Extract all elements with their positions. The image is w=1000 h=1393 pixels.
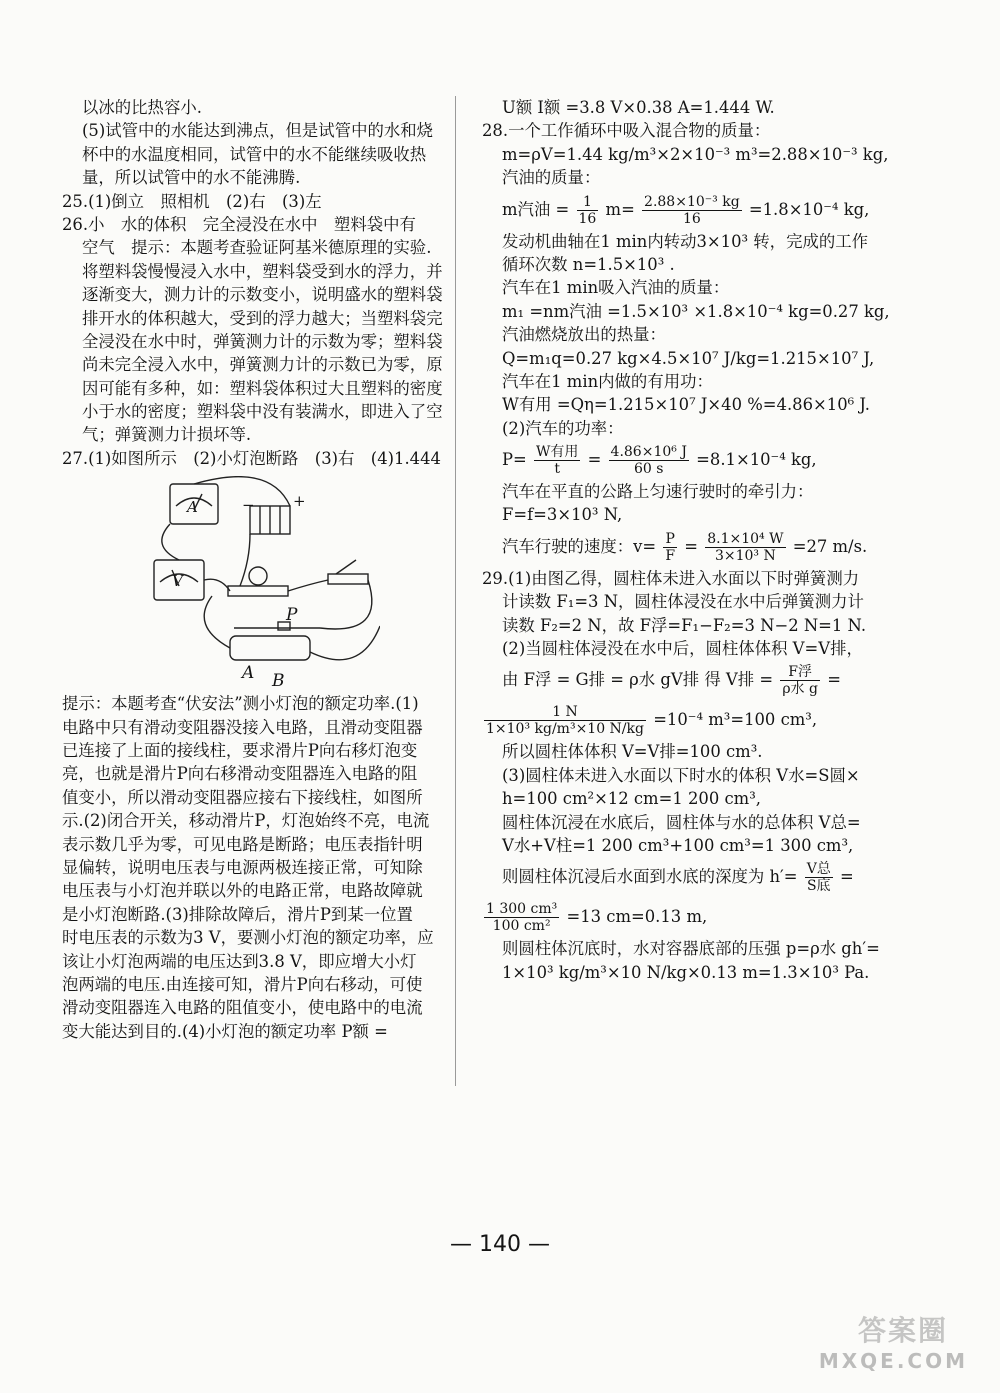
left-text-block-a <box>62 96 443 470</box>
switch-base <box>328 574 368 584</box>
slider-p-label: P <box>286 605 298 626</box>
text-line: 28.一个工作循环中吸入混合物的质量： <box>482 121 771 141</box>
text-line: 因可能有多种，如：塑料袋体积过大且塑料的密度 <box>82 378 443 398</box>
battery-plus-label: + <box>293 492 306 511</box>
text-line: 逐渐变大，测力计的示数变小，说明盛水的塑料袋 <box>82 285 443 305</box>
fraction <box>780 664 820 697</box>
text-line: 滑动变阻器连入电路的阻值变小，使电路中的电流 <box>62 998 423 1018</box>
right-text-block-d <box>482 567 867 661</box>
eq-mid: = <box>684 536 699 556</box>
text-line: Q=m₁q=0.27 kg×4.5×10⁷ J/kg=1.215×10⁷ J, <box>502 348 875 368</box>
text-line: 汽车在平直的公路上匀速行驶时的牵引力： <box>502 482 814 502</box>
lamp-base <box>228 586 288 596</box>
text-line: 气；弹簧测力计损坏等. <box>82 425 252 445</box>
denominator: t <box>554 461 560 478</box>
eq-rhs: = <box>840 867 854 887</box>
text-line: (5)试管中的水能达到沸点，但是试管中的水和烧 <box>82 121 434 141</box>
ammeter-label: A <box>187 498 198 517</box>
equation-buoyancy-2 <box>482 700 860 740</box>
text-line: 表示数几乎为零，可见电路是断路；电压表指针明 <box>62 834 423 854</box>
text-line: 电压表与小灯泡并联以外的电路正常，电路故障就 <box>62 881 423 901</box>
rheostat-coil <box>230 636 310 660</box>
eq-lhs: 汽车行驶的速度：v= <box>502 536 657 556</box>
fraction <box>577 194 599 227</box>
numerator: 1 <box>577 194 599 211</box>
text-line: 以冰的比热容小. <box>82 98 202 117</box>
eq-lhs: 则圆柱体沉浸后水面到水底的深度为 h′= <box>502 867 798 887</box>
text-line: 量，所以试管中的水不能沸腾. <box>82 168 301 188</box>
numerator: P <box>663 531 677 548</box>
text-line: 汽油燃烧放出的热量： <box>502 325 666 345</box>
numerator: 4.86×10⁶ J <box>610 444 687 461</box>
equation-depth <box>482 857 860 897</box>
eq-rhs: =8.1×10⁻⁴ kg, <box>696 450 817 470</box>
text-line: 所以圆柱体体积 V=V排=100 cm³. <box>502 742 763 762</box>
eq-lhs: P= <box>502 450 527 470</box>
eq-rhs: =13 cm=0.13 m, <box>566 907 708 927</box>
right-text-block-c <box>482 480 860 527</box>
voltmeter-label: V <box>172 572 183 591</box>
text-line: 汽油的质量： <box>502 168 601 188</box>
text-line: 全浸没在水中时，弹簧测力计的示数为零；塑料袋 <box>82 331 443 351</box>
equation-speed <box>482 527 868 567</box>
numerator: W有用 <box>535 444 579 461</box>
left-text-block-b <box>62 692 440 1043</box>
watermark-logo <box>806 1309 976 1379</box>
text-line: 尚未完全浸入水中，弹簧测力计的示数已为零，原 <box>82 355 443 375</box>
text-line: 25.(1)倒立 照相机 (2)右 (3)左 <box>62 191 322 211</box>
terminal-a-label: A <box>242 663 255 684</box>
text-line: 汽车在1 min吸入汽油的质量： <box>502 278 730 298</box>
text-line: h=100 cm²×12 cm=1 200 cm³, <box>502 789 761 809</box>
text-line: (2)汽车的功率： <box>502 418 624 438</box>
eq-mid: m= <box>605 199 635 219</box>
denominator: 3×10³ N <box>714 547 776 564</box>
text-line: 发动机曲轴在1 min内转动3×10³ 转，完成的工作 <box>502 231 869 251</box>
numerator: F浮 <box>780 664 820 681</box>
watermark-site: MXQE.COM <box>818 1349 968 1373</box>
text-line: 小于水的密度；塑料袋中没有装满水，即进入了空 <box>82 402 443 422</box>
text-line: W有用 =Qη=1.215×10⁷ J×40 %=4.86×10⁶ J. <box>502 395 870 415</box>
equation-fuel-mass <box>482 190 870 230</box>
text-line: m₁ =nm汽油 =1.5×10³ ×1.8×10⁻⁴ kg=0.27 kg, <box>502 301 890 321</box>
column-divider <box>455 96 456 1086</box>
page-number: — 140 — <box>450 1232 550 1257</box>
fraction <box>705 531 785 564</box>
watermark-title: 答案圈 <box>857 1314 948 1347</box>
text-line: 变大能达到目的.(4)小灯泡的额定功率 P额 = <box>62 1021 388 1041</box>
left-column <box>62 96 443 1043</box>
eq-rhs: =10⁻⁴ m³=100 cm³, <box>653 710 818 730</box>
text-line: 已连接了上面的接线柱，要求滑片P向右移灯泡变 <box>62 741 418 761</box>
text-line: 该让小灯泡两端的电压达到3.8 V，即应增大小灯 <box>62 951 417 971</box>
eq-lhs: m汽油 = <box>502 199 570 219</box>
text-line: 26.小 水的体积 完全浸没在水中 塑料袋中有 <box>62 214 416 234</box>
text-line: 亮，也就是滑片P向右移滑动变阻器连入电路的阻 <box>62 764 418 784</box>
equation-buoyancy <box>482 660 860 700</box>
denominator: S底 <box>806 878 831 895</box>
right-text-block-a <box>482 96 889 190</box>
eq-rhs: =27 m/s. <box>792 536 868 556</box>
text-line: (2)当圆柱体浸没在水中后，圆柱体体积 V=V排， <box>502 639 863 659</box>
fraction <box>609 444 689 477</box>
text-line: 电路中只有滑动变阻器没接入电路，且滑动变阻器 <box>62 717 423 737</box>
text-line: 27.(1)如图所示 (2)小灯泡断路 (3)右 (4)1.444 <box>62 448 441 468</box>
text-line: 读数 F₂=2 N，故 F浮=F₁−F₂=3 N−2 N=1 N. <box>502 615 867 635</box>
fraction <box>805 861 833 894</box>
text-line: 提示：本题考查“伏安法”测小灯泡的额定功率.(1) <box>62 694 419 714</box>
right-text-block-b <box>482 230 890 441</box>
denominator: F <box>665 547 676 564</box>
text-line: 循环次数 n=1.5×10³ . <box>502 254 675 274</box>
eq-rhs: = <box>827 670 841 690</box>
fraction <box>484 901 559 934</box>
eq-mid: = <box>587 450 602 470</box>
denominator: 1×10³ kg/m³×10 N/kg <box>486 721 644 738</box>
text-line: 值变小，所以滑动变阻器应接右下接线柱，如图所 <box>62 787 423 807</box>
eq-rhs: =1.8×10⁻⁴ kg, <box>748 199 870 219</box>
fraction <box>663 531 677 564</box>
denominator: 100 cm² <box>492 918 551 935</box>
text-line: 汽车在1 min内做的有用功： <box>502 371 713 391</box>
fraction <box>534 444 580 477</box>
numerator: 1 300 cm³ <box>486 901 558 918</box>
text-line: 杯中的水温度相同，试管中的水不能继续吸收热 <box>82 144 427 164</box>
equation-depth-2 <box>482 897 860 937</box>
text-line: (3)圆柱体未进入水面以下时水的体积 V水=S圆× <box>502 765 860 785</box>
numerator: 8.1×10⁴ W <box>707 530 784 547</box>
text-line: m=ρV=1.44 kg/m³×2×10⁻³ m³=2.88×10⁻³ kg, <box>502 144 889 164</box>
fraction <box>642 194 742 227</box>
text-line: U额 I额 =3.8 V×0.38 A=1.444 W. <box>502 98 775 117</box>
text-line: 29.(1)由图乙得，圆柱体未进入水面以下时弹簧测力 <box>482 568 860 588</box>
numerator: V总 <box>806 861 831 878</box>
battery-minus-label: − <box>242 496 255 515</box>
text-line: 圆柱体沉浸在水底后，圆柱体与水的总体积 V总= <box>502 812 861 832</box>
text-line: V水+V柱=1 200 cm³+100 cm³=1 300 cm³, <box>502 835 854 855</box>
denominator: 60 s <box>634 461 664 478</box>
text-line: 时电压表的示数为3 V，要测小灯泡的额定功率，应 <box>62 928 434 948</box>
denominator: ρ水 g <box>782 681 818 698</box>
text-line: 示.(2)闭合开关，移动滑片P，灯泡始终不亮，电流 <box>62 811 430 831</box>
right-text-block-f <box>482 937 880 984</box>
numerator: 2.88×10⁻³ kg <box>644 193 740 210</box>
text-line: 泡两端的电压.由连接可知，滑片P向右移动，可使 <box>62 974 423 994</box>
denominator: 16 <box>682 210 701 227</box>
terminal-b-label: B <box>272 671 285 692</box>
circuit-diagram <box>150 476 380 686</box>
text-line: 1×10³ kg/m³×10 N/kg×0.13 m=1.3×10³ Pa. <box>502 962 870 982</box>
text-line: 将塑料袋慢慢浸入水中，塑料袋受到水的浮力，并 <box>82 261 443 281</box>
text-line: 是小灯泡断路.(3)排除故障后，滑片P到某一位置 <box>62 904 413 924</box>
fraction <box>484 704 646 737</box>
circuit-figure <box>150 476 380 692</box>
lamp-bulb <box>249 567 267 585</box>
text-line: F=f=3×10³ N, <box>502 505 623 525</box>
right-column <box>482 96 890 984</box>
eq-lhs: 由 F浮 = G排 = ρ水 gV排 得 V排 = <box>502 670 774 690</box>
equation-power <box>482 440 860 480</box>
text-line: 则圆柱体沉底时，水对容器底部的压强 p=ρ水 gh′= <box>502 939 880 959</box>
text-line: 排开水的体积越大，受到的浮力越大；当塑料袋完 <box>82 308 443 328</box>
text-line: 显偏转，说明电压表与电源两极连接正常，可知除 <box>62 857 423 877</box>
denominator: 16 <box>578 210 597 227</box>
text-line: 计读数 F₁=3 N，圆柱体浸没在水中后弹簧测力计 <box>502 592 864 612</box>
numerator: 1 N <box>484 704 646 721</box>
right-text-block-e <box>482 740 860 857</box>
text-line: 空气 提示：本题考查验证阿基米德原理的实验. <box>82 238 432 258</box>
